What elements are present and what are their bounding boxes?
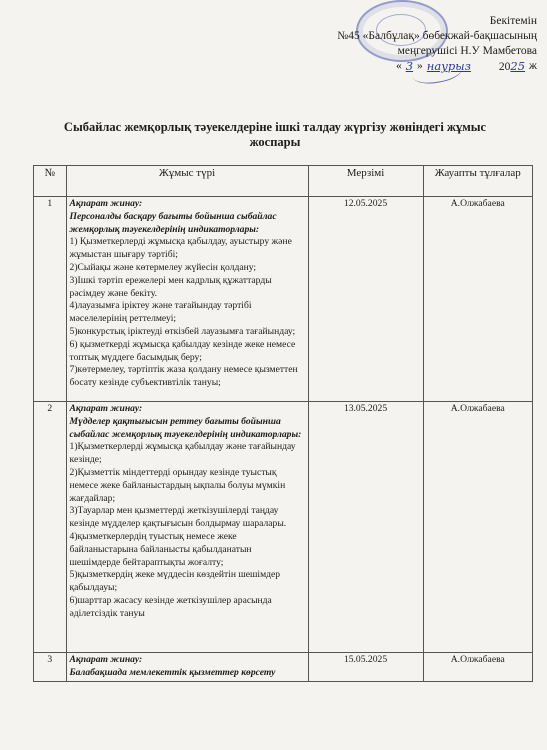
date-day: 3 — [405, 59, 414, 73]
row-work — [66, 197, 308, 402]
header-work-type: Жұмыс түрі — [66, 166, 308, 197]
row-item: 2)Қызметтік міндеттерді орындау кезінде туыстық немесе жеке байланыстардың ықпалы болуы мүмкін жағдайлар; — [69, 466, 286, 504]
approval-organization: №45 «Балбұлақ» бөбекжай-бақшасының — [337, 30, 537, 42]
approval-date: « 3 » наурыз 2025 ж — [395, 59, 537, 73]
date-year-prefix: 20 — [498, 61, 511, 73]
row-item: 7)көтермелеу, тәртіптік жаза қолдану немесе қызметтен босату кезінде субъективтілік тануы; — [69, 364, 298, 389]
table-row — [34, 402, 533, 653]
row-responsible: А.Олжабаева — [423, 653, 533, 682]
row-item: 1) Қызметкерлерді жұмысқа қабылдау, ауыстыру және жұмыстан шығару тәртібі; — [69, 236, 292, 261]
work-plan-table — [33, 165, 533, 682]
row-work — [66, 402, 308, 653]
row-number: 2 — [34, 402, 67, 653]
date-year-suffix: 25 — [510, 59, 526, 73]
row-responsible: А.Олжабаева — [423, 402, 533, 653]
row-heading: Ақпарат жинау: — [69, 198, 143, 209]
row-heading: Ақпарат жинау: — [69, 654, 143, 665]
row-item: 2)Сыйақы және көтермелеу жүйесін қолдану; — [69, 261, 257, 273]
table-row — [34, 653, 533, 682]
row-item: 3)Тауарлар мен қызметтерді жеткізушілерді таңдау кезінде мүдделер қақтығысын болдырмау шаралары. — [69, 505, 287, 530]
row-responsible: А.Олжабаева — [423, 197, 533, 402]
row-item: 5)қызметкердің жеке мүддесін көздейтін шешімдер қабылдауы; — [69, 569, 281, 594]
row-number: 1 — [34, 197, 67, 402]
row-deadline: 15.05.2025 — [308, 653, 423, 682]
row-deadline: 12.05.2025 — [308, 197, 423, 402]
approval-block — [237, 14, 537, 75]
row-item: 6)шарттар жасасу кезінде жеткізушілер арасында әділетсіздік тануы — [69, 594, 272, 619]
row-number: 3 — [34, 653, 67, 682]
table-header-row — [34, 166, 533, 197]
document-title: Сыбайлас жемқорлық тәуекелдеріне ішкі талдау жүргізу жөніндегі жұмыс жоспары — [63, 120, 487, 149]
header-responsible: Жауапты тұлғалар — [423, 166, 533, 197]
row-item: 3)Ішкі тәртіп ережелері мен кадрлық құжаттарды рәсімдеу және бекіту. — [69, 274, 272, 299]
header-deadline: Мерзімі — [308, 166, 423, 197]
row-heading: Ақпарат жинау: — [69, 403, 143, 414]
date-month: наурыз — [426, 59, 471, 73]
row-item: 6) қызметкерді жұмысқа қабылдау кезінде жеке немесе топтық мүддеге басымдық беру; — [69, 338, 296, 363]
date-year-unit: ж — [529, 60, 537, 72]
row-work — [66, 653, 308, 682]
approval-heading: Бекітемін — [489, 15, 537, 27]
row-subheading: Балабақшада мемлекеттік қызметтер көрсету — [69, 666, 276, 678]
table-row — [34, 197, 533, 402]
row-subheading: Персоналды басқару бағыты бойынша сыбайлас жемқорлық тәуекелдерінің индикаторлары: — [69, 210, 277, 235]
row-subheading: Мүдделер қақтығысын реттеу бағыты бойынша сыбайлас жемқорлық тәуекелдерінің индикаторлары: — [69, 415, 302, 440]
approval-head-name: меңгерушісі Н.У Мамбетова — [397, 45, 537, 57]
row-item: 5)конкурстық іріктеуді өткізбей лауазымға тағайындау; — [69, 325, 296, 337]
row-item: 4)қызметкерлердің туыстық немесе жеке байланыстарына байланысты қабылданатын шешімдерде бейтараптықты жоғалту; — [69, 530, 252, 568]
row-item: 1)Қызметкерлерді жұмысқа қабылдау және тағайындау кезінде; — [69, 441, 296, 466]
row-deadline: 13.05.2025 — [308, 402, 423, 653]
row-item: 4)лауазымға іріктеу және тағайындау тәртібі мәселелерінің реттелмеуі; — [69, 300, 252, 325]
header-number: № — [34, 166, 67, 197]
